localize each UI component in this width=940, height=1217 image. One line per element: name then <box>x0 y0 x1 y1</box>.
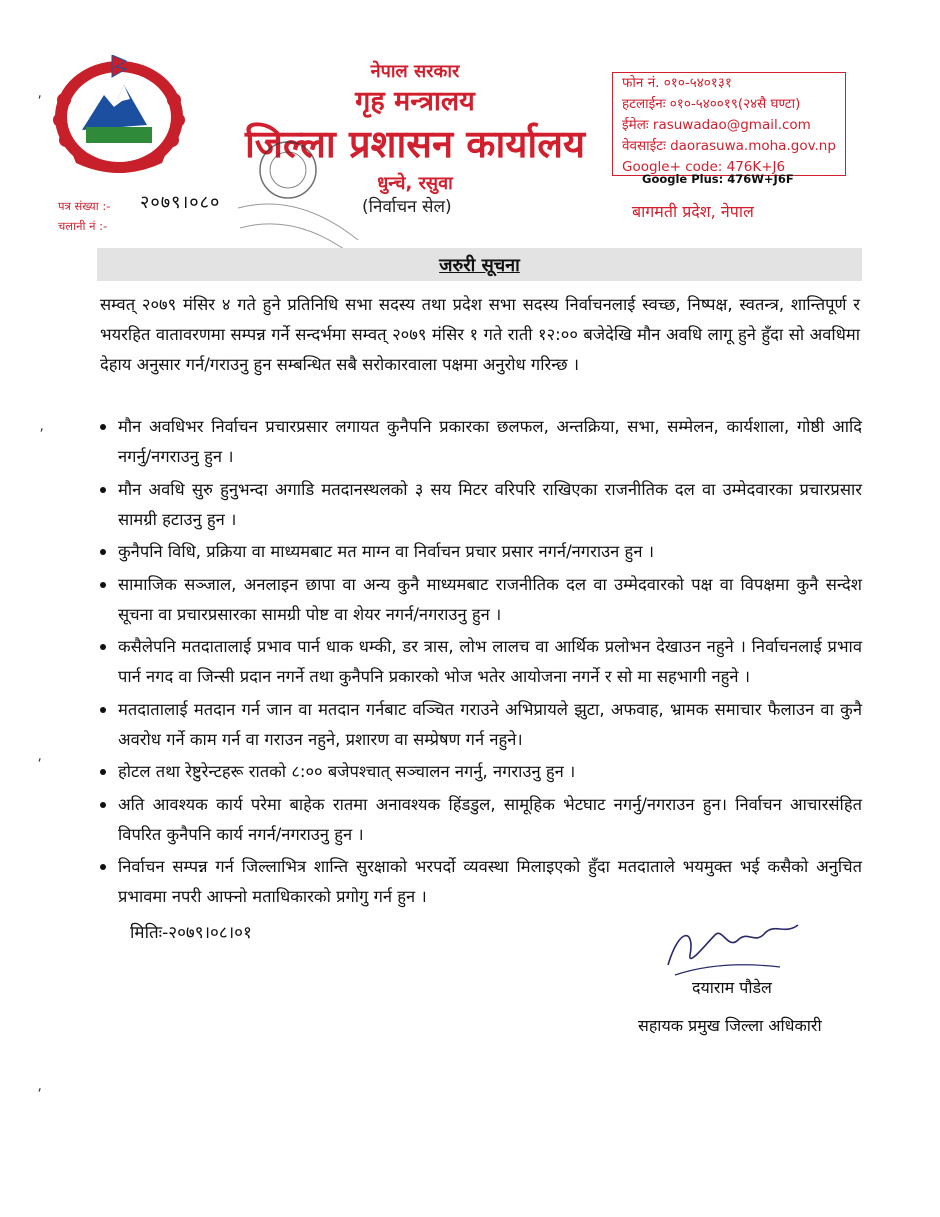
website-label: वेवसाईटः <box>622 138 666 154</box>
list-item-text: निर्वाचन सम्पन्न गर्न जिल्लाभित्र शान्ति सुरक्षाको भरपर्दो व्यवस्था मिलाइएको हुँदा मतदाताले भयमुक्त भई कसैको अनुचित प्रभावमा नपरी आफ्नो मताधिकारको प्रगोगु गर्न हुन । <box>118 857 862 906</box>
list-item-text: होटल तथा रेष्टुरेन्टहरू रातको ८:०० बजेपश्चात् सञ्चालन नगर्नु, नगराउनु हुन । <box>118 762 576 781</box>
contact-box <box>612 72 846 176</box>
bullet-icon <box>100 707 106 713</box>
phone-value: ०१०-५४०१३१ <box>663 75 732 91</box>
notice-date: मितिः-२०७९।०८।०१ <box>130 923 252 943</box>
hotline-row <box>613 94 845 115</box>
margin-mark: ⸴ <box>40 420 44 436</box>
hotline-value: ०१०-५४००१९(२४सै घण्टा) <box>669 96 801 112</box>
list-item <box>100 757 862 787</box>
nepal-government-emblem <box>52 55 187 175</box>
list-item-text: कसैलेपनि मतदातालाई प्रभाव पार्न धाक धम्की, डर त्रास, लोभ लालच वा आर्थिक प्रलोभन देखाउन नहुने । निर्वाचनलाई प्रभाव पार्न नगद वा जिन्सी प्रदान नगर्ने तथा कुनैपनि प्रकारको भोज भतेर आयोजना नगर्ने र सो मा सहभागी नहुने । <box>118 637 862 686</box>
margin-mark: ⸴ <box>38 87 42 103</box>
margin-mark: ⸴ <box>38 1080 42 1096</box>
list-item <box>100 570 862 630</box>
hotline-label: हटलाईनः <box>622 96 666 112</box>
bullet-icon <box>100 864 106 870</box>
bullet-icon <box>100 424 106 430</box>
government-name: नेपाल सरकार <box>370 61 460 82</box>
province-name: बागमती प्रदेश, नेपाल <box>632 202 754 221</box>
ministry-name: गृह मन्त्रालय <box>355 86 475 117</box>
website-value[interactable]: daorasuwa.moha.gov.np <box>670 138 836 154</box>
google-plus-code: Google Plus: 476W+J6F <box>642 172 794 186</box>
bullet-icon <box>100 802 106 808</box>
email-row <box>613 115 845 136</box>
list-item <box>100 412 862 472</box>
list-item <box>100 475 862 535</box>
bullet-icon <box>100 644 106 650</box>
office-location: धुन्चे, रसुवा <box>377 173 453 194</box>
list-item <box>100 537 862 567</box>
list-item-text: अति आवश्यक कार्य परेमा बाहेक रातमा अनावश्यक हिंडडुल, सामूहिक भेटघाट नगर्नु/नगराउन हुन। निर्वाचन आचारसंहित विपरित कुनैपनि कार्य नगर्न/नगराउनु हुन । <box>118 794 862 844</box>
email-label: ईमेलः <box>622 117 649 133</box>
notice-intro: सम्वत् २०७९ मंसिर ४ गते हुने प्रतिनिधि सभा सदस्य तथा प्रदेश सभा सदस्य निर्वाचनलाई स्वच्छ, निष्पक्ष, स्वतन्त्र, शान्तिपूर्ण र भयरहित वातावरणमा सम्पन्न गर्ने सन्दर्भमा सम्वत् २०७९ मंसिर १ गते राती १२:०० बजेदेखि मौन अवधि लागू हुने हुँदा सो अवधिमा देहाय अनुसार गर्न/गराउनु हुन सम्बन्धित सबै सरोकारवाला पक्षमा अनुरोध गरिन्छ । <box>100 295 860 374</box>
list-item-text: मतदातालाई मतदान गर्न जान वा मतदान गर्नबाट वञ्चित गराउने अभिप्रायले झुटा, अफवाह, भ्रामक समाचार फैलाउन वा कुनै अवरोध गर्ने काम गर्न वा गराउन नहुने, प्रशारण वा सम्प्रेषण गर्न नहुने। <box>118 699 862 749</box>
website-row <box>613 136 845 157</box>
notice-title-banner <box>97 248 862 281</box>
phone-label: फोन नं. <box>622 75 660 91</box>
signature <box>660 905 805 980</box>
list-item-text: कुनैपनि विधि, प्रक्रिया वा माध्यमबाट मत माग्न वा निर्वाचन प्रचार प्रसार नगर्न/नगराउन हुन । <box>118 542 654 561</box>
list-item <box>100 790 862 850</box>
list-item-text: सामाजिक सञ्जाल, अनलाइन छापा वा अन्य कुनै माध्यमबाट राजनीतिक दल वा उम्मेदवारको पक्ष वा विपक्षमा कुनै सन्देश सूचना वा प्रचारप्रसारका सामग्री पोष्ट वा शेयर नगर्न/नगराउनु हुन । <box>118 574 862 624</box>
bullet-icon <box>100 487 106 493</box>
notice-title: जरुरी सूचना <box>439 255 520 276</box>
office-name: जिल्ला प्रशासन कार्यालय <box>244 122 586 166</box>
bullet-icon <box>100 769 106 775</box>
list-item <box>100 695 862 755</box>
bullet-icon <box>100 549 106 555</box>
bullet-icon <box>100 582 106 588</box>
letter-no-label: पत्र संख्या :- <box>58 199 111 213</box>
google-code-row: Google+ code: 476K+J6 <box>622 159 786 175</box>
signatory-title: सहायक प्रमुख जिल्ला अधिकारी <box>638 1016 822 1035</box>
reference-labels <box>58 196 110 236</box>
list-item-text: मौन अवधिभर निर्वाचन प्रचारप्रसार लगायत कुनैपनि प्रकारका छलफल, अन्तक्रिया, सभा, सम्मेलन, कार्यशाला, गोष्ठी आदि नगर्नु/नगराउनु हुन । <box>118 417 862 466</box>
phone-row <box>613 73 845 94</box>
notice-items <box>100 412 862 915</box>
list-item <box>100 852 862 912</box>
dispatch-no-label: चलानी नं :- <box>58 219 108 233</box>
signatory-name: दयाराम पौडेल <box>692 978 772 997</box>
list-item <box>100 632 862 692</box>
email-value[interactable]: rasuwadao@gmail.com <box>652 117 811 133</box>
list-item-text: मौन अवधि सुरु हुनुभन्दा अगाडि मतदानस्थलको ३ सय मिटर वरिपरि राखिएका राजनीतिक दल वा उम्मेदवारका प्रचारप्रसार सामग्री हटाउनु हुन । <box>118 479 862 529</box>
margin-mark: ⸴ <box>38 750 42 766</box>
letter-number: २०७९।०८० <box>140 192 221 213</box>
cell-name: (निर्वाचन सेल) <box>362 197 452 217</box>
